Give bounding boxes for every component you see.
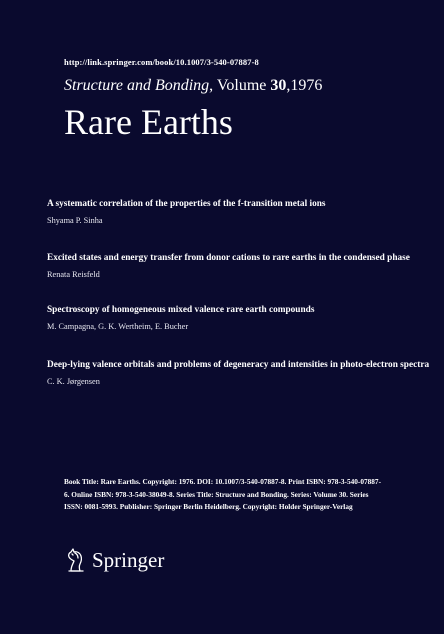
chapter-authors: C. K. Jørgensen xyxy=(47,377,100,386)
volume-number: 30 xyxy=(270,77,287,94)
chapter-title[interactable]: Excited states and energy transfer from donor cations to rare earths in the condensed phase xyxy=(47,253,410,263)
chapter-entry[interactable] xyxy=(47,252,437,280)
publisher-logo xyxy=(64,547,164,573)
series-line xyxy=(64,77,322,95)
chapter-entry[interactable] xyxy=(47,359,437,387)
book-info: Book Title: Rare Earths. Copyright: 1976. DOI: 10.1007/3-540-07887-8. Print ISBN: 978-3-540-07887-6. Online ISBN: 978-3-540-38049-8. Series Title: Structure and Bonding. Series: Volume 30. Series ISSN: 0081-5993. Publisher: Springer Berlin Heidelberg. Copyright: Holder Springer-Verlag xyxy=(64,477,381,511)
volume-label: , Volume xyxy=(209,77,271,94)
chapter-title[interactable]: A systematic correlation of the properties of the f-transition metal ions xyxy=(47,199,326,209)
chapter-authors: Shyama P. Sinha xyxy=(47,216,103,225)
chapter-entry[interactable] xyxy=(47,198,437,226)
series-name: Structure and Bonding xyxy=(64,77,210,94)
year: ,1976 xyxy=(286,77,323,94)
publisher-name: Springer xyxy=(92,548,165,572)
book-title: Rare Earths xyxy=(64,102,233,142)
chapter-authors: Renata Reisfeld xyxy=(47,270,100,279)
chapter-entry[interactable] xyxy=(47,304,437,332)
chapter-title[interactable]: Deep-lying valence orbitals and problems of degeneracy and intensities in photo-electron spectra xyxy=(47,360,430,370)
springer-horse-icon xyxy=(64,547,88,573)
chapter-title[interactable]: Spectroscopy of homogeneous mixed valence rare earth compounds xyxy=(47,305,315,315)
chapter-authors: M. Campagna, G. K. Wertheim, E. Bucher xyxy=(47,322,189,331)
book-url[interactable]: http://link.springer.com/book/10.1007/3-540-07887-8 xyxy=(64,57,259,67)
